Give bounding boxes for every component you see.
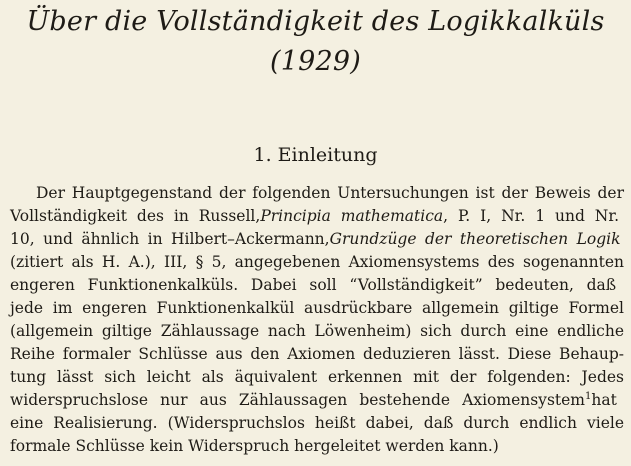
paragraph-line <box>10 251 624 274</box>
paragraph-line <box>10 343 624 366</box>
paragraph-line <box>10 435 624 458</box>
paragraph-line <box>10 366 624 389</box>
footnote-marker: 1 <box>585 390 592 402</box>
book-title-grundzuege: Grundzüge der theoretischen Logik <box>329 230 621 248</box>
body-paragraph <box>10 182 624 458</box>
line-text: (allgemein giltige Zählaussage nach Löwenheim) sich durch eine endliche <box>10 322 624 340</box>
line-text: engeren Funktionenkalküls. Dabei soll “Vollständigkeit” bedeuten, daß <box>10 276 617 294</box>
line-text: jede im engeren Funktionenkalkül ausdrückbare allgemein giltige Formel <box>10 299 624 317</box>
paragraph-line <box>10 274 624 297</box>
line-text: (zitiert als H. A.), III, § 5, angegebenen Axiomensystems des sogenannten <box>10 253 624 271</box>
line-text: eine Realisierung. (Widerspruchslos heißt dabei, daß durch endlich viele <box>10 414 624 432</box>
line-text: widerspruchslose nur aus Zählaussagen bestehende Axiomensystem$^1$hat <box>10 390 617 409</box>
line-text: Vollständigkeit des in Russell,Principia mathematica, P. I, Nr. 1 und Nr. <box>10 207 619 225</box>
paragraph-line <box>10 205 624 228</box>
line-text: 10, und ähnlich in Hilbert–Ackermann,Grundzüge der theoretischen Logik <box>10 230 621 248</box>
section-heading: 1. Einleitung <box>253 144 378 166</box>
paragraph-line <box>10 412 624 435</box>
line-text: tung lässt sich leicht als äquivalent erkennen mit der folgenden: Jedes <box>10 368 624 386</box>
paragraph-line <box>10 182 624 205</box>
paragraph-line <box>10 228 624 251</box>
paragraph-line <box>10 389 624 412</box>
line-text: formale Schlüsse kein Widerspruch hergeleitet werden kann.) <box>10 437 499 455</box>
line-text: Reihe formaler Schlüsse aus den Axiomen deduzieren lässt. Diese Behaup- <box>10 345 624 363</box>
paper-title: Über die Vollständigkeit des Logikkalküls <box>26 6 605 37</box>
line-text: Der Hauptgegenstand der folgenden Untersuchungen ist der Beweis der <box>36 184 624 202</box>
paragraph-line <box>10 320 624 343</box>
paragraph-line <box>10 297 624 320</box>
book-title-principia: Principia mathematica <box>260 207 444 225</box>
paper-year: (1929) <box>270 46 361 77</box>
